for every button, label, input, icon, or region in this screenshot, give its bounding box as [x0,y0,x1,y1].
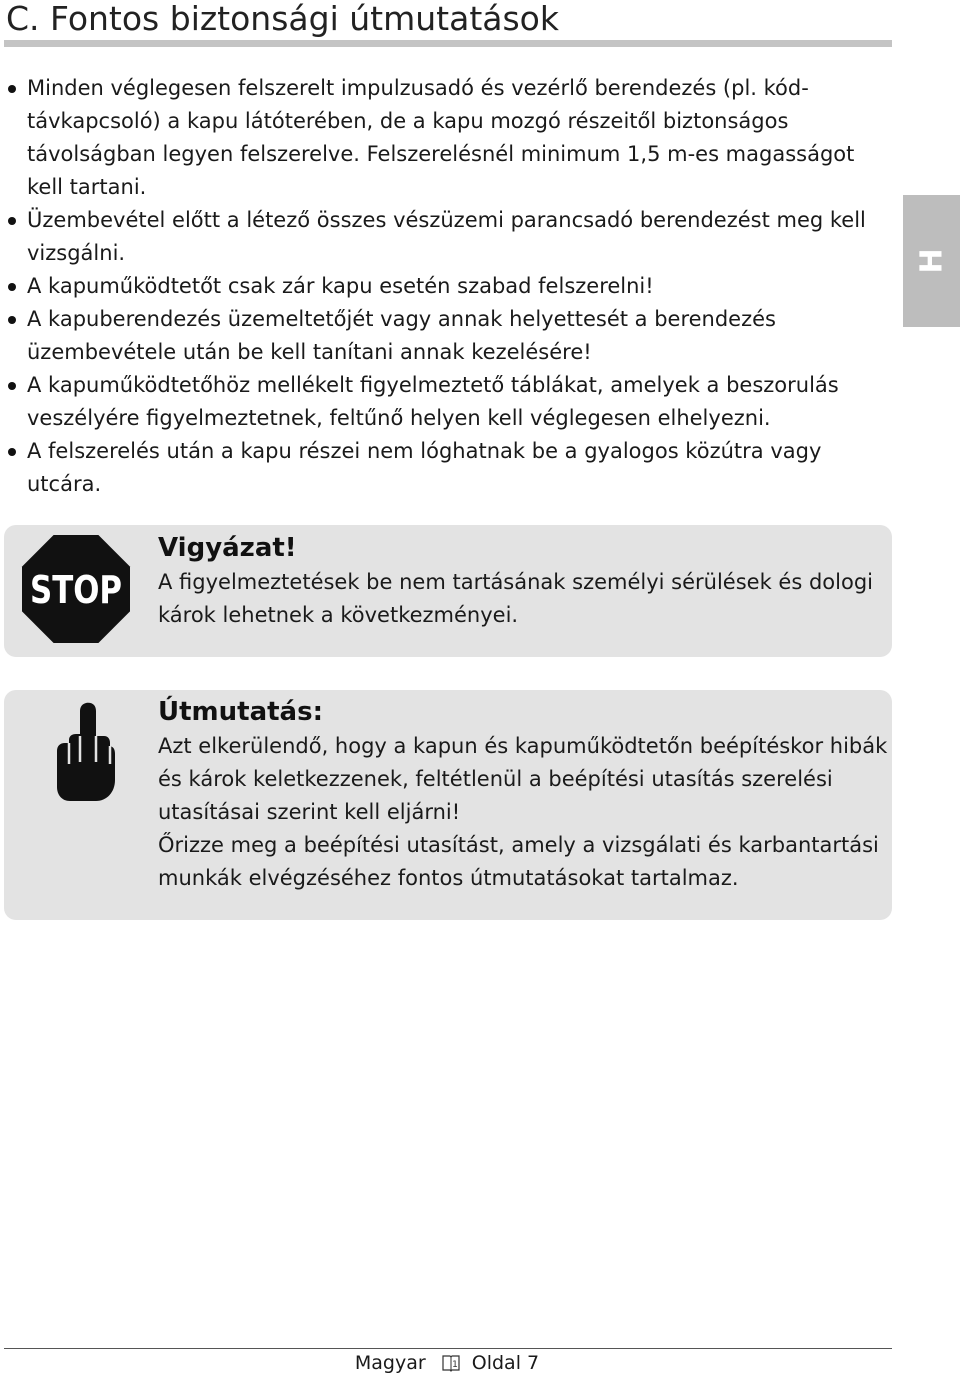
bullet-icon [8,217,16,225]
pointing-hand-icon [52,702,116,802]
bullet-icon [8,448,16,456]
list-item-text: A kapuműködtetőt csak zár kapu esetén szabad felszerelni! [27,274,654,298]
footer-language: Magyar [354,1352,426,1374]
list-item-text: A felszerelés után a kapu részei nem lóghatnak be a gyalogos közútra vagy utcára. [27,439,822,496]
note-paragraph: Őrizze meg a beépítési utasítást, amely a vizsgálati és karbantartási munkák elvégzéséhez fontos útmutatásokat tartalmaz. [158,833,879,890]
stop-sign-label: STOP [30,568,122,612]
warning-heading: Vigyázat! [158,533,297,563]
footer-rule [4,1348,892,1349]
footer-page-number: Oldal 7 [471,1352,540,1374]
note-paragraph: Azt elkerülendő, hogy a kapun és kapuműködtetőn beépítéskor hibák és károk keletkezzenek, feltétlenül a beépítési utasítás szerelési utasításai szerint kell eljárni! [158,734,888,824]
note-content [158,696,888,895]
page-title: C. Fontos biztonsági útmutatások [6,0,559,38]
bullet-icon [8,316,16,324]
language-side-tab [903,195,960,327]
side-tab-label: H [914,248,949,274]
page-footer [0,1351,894,1375]
list-item-text: A kapuberendezés üzemeltetőjét vagy annak helyettesét a berendezés üzembevétele után be kell tanítani annak kezelésére! [27,307,776,364]
bullet-icon [8,382,16,390]
list-item-text: Üzembevétel előtt a létező összes vészüzemi parancsadó berendezést meg kell vizsgálni. [27,208,866,265]
list-item [6,435,886,501]
bullet-icon [8,85,16,93]
warning-content [158,532,888,632]
list-item-text: Minden véglegesen felszerelt impulzusadó és vezérlő berendezés (pl. kód-távkapcsoló) a kapu látóterében, de a kapu mozgó részeitől biztonságos távolságban legyen felszerelve. Felszerelésnél minimum 1,5 m-es magasságot kell tartani. [27,76,855,199]
title-rule [4,40,892,47]
list-item-text: A kapuműködtetőhöz mellékelt figyelmeztető táblákat, amelyek a beszorulás veszélyére figyelmeztetnek, feltűnő helyen kell véglegesen elhelyezni. [27,373,839,430]
list-item [6,303,886,369]
warning-text: A figyelmeztetések be nem tartásának személyi sérülések és dologi károk lehetnek a következményei. [158,570,873,627]
list-item [6,72,886,204]
list-item [6,369,886,435]
list-item [6,204,886,270]
stop-sign-icon [22,535,130,643]
book-number: 1 [451,1360,458,1370]
book-icon [442,1354,460,1372]
bullet-icon [8,283,16,291]
list-item [6,270,886,303]
note-heading: Útmutatás: [158,697,323,727]
safety-bullet-list [6,72,886,501]
